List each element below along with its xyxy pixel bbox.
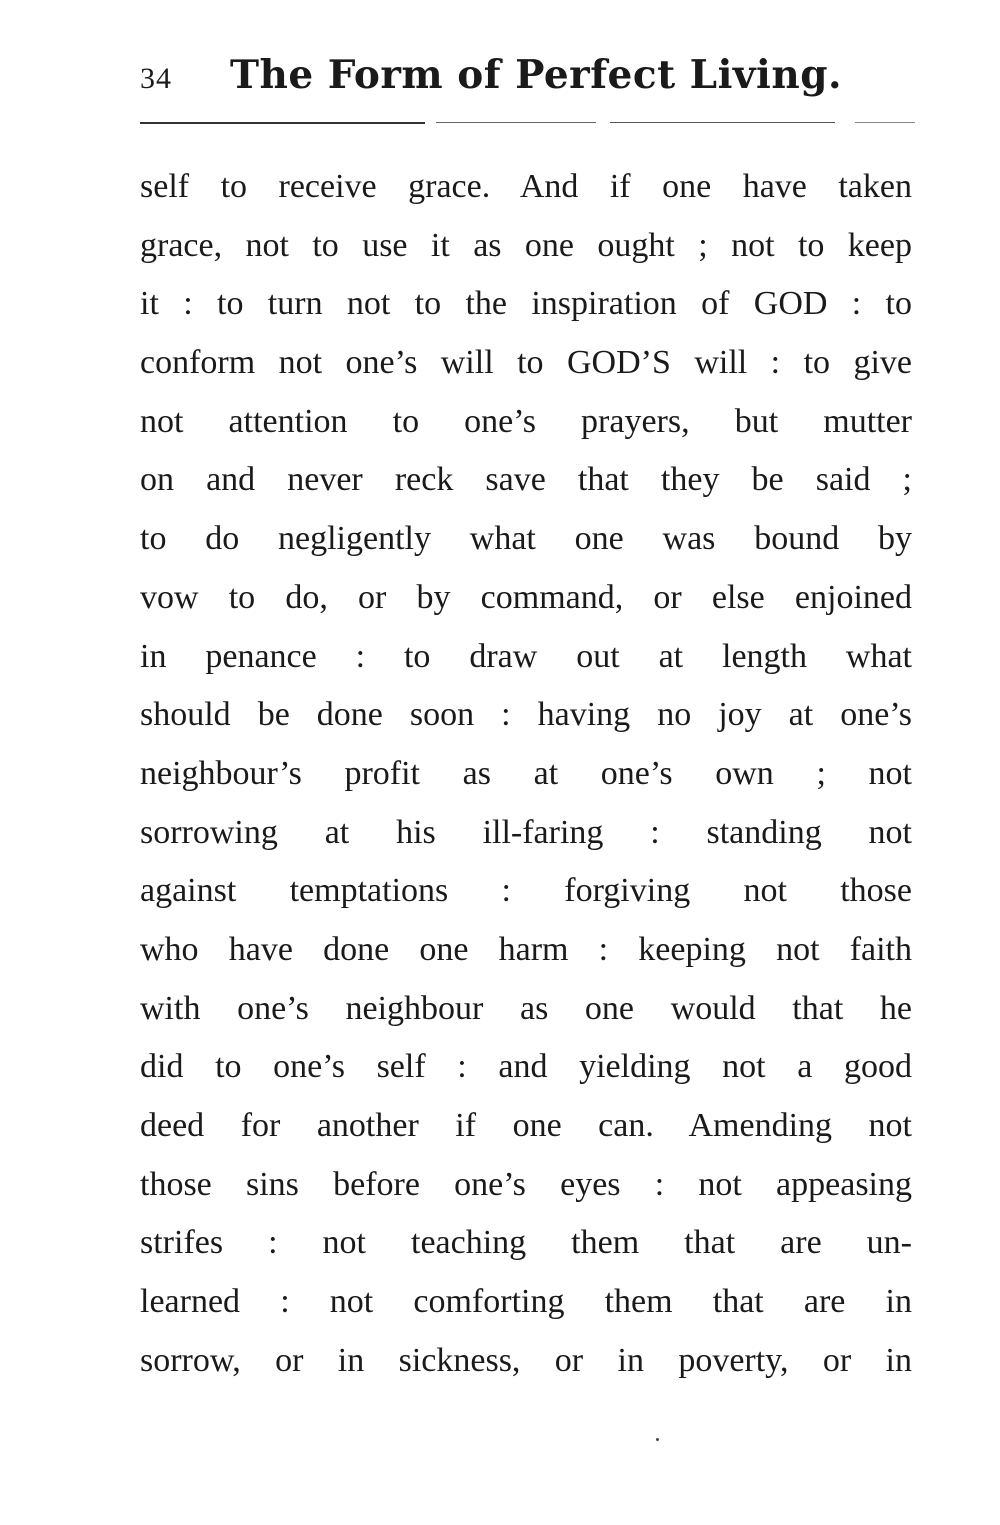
running-title: The Form of Perfect Living. — [230, 52, 843, 98]
text-line: with one’s neighbour as one would that he — [140, 989, 912, 1027]
text-line: should be done soon : having no joy at one’s — [140, 696, 912, 734]
text-line: in penance : to draw out at length what — [140, 637, 912, 675]
page-number: 34 — [140, 62, 172, 95]
text-line: on and never reck save that they be said ; — [140, 461, 912, 499]
page-header — [140, 52, 920, 112]
text-line: conform not one’s will to GOD’S will : to give — [140, 344, 912, 382]
text-line: neighbour’s profit as at one’s own ; not — [140, 754, 912, 792]
text-line: it : to turn not to the inspiration of GOD : to — [140, 285, 912, 323]
paper-speck — [656, 1438, 659, 1441]
text-line: against temptations : forgiving not those — [140, 872, 912, 910]
body-text — [140, 158, 912, 1390]
text-line: not attention to one’s prayers, but mutter — [140, 402, 912, 440]
text-line: those sins before one’s eyes : not appeasing — [140, 1165, 912, 1203]
header-rule-segment — [436, 122, 596, 123]
text-line: sorrowing at his ill-faring : standing not — [140, 813, 912, 851]
header-rule-segment — [140, 122, 425, 124]
text-line: to do negligently what one was bound by — [140, 520, 912, 558]
text-line: self to receive grace. And if one have taken — [140, 168, 912, 205]
text-line: did to one’s self : and yielding not a good — [140, 1048, 912, 1086]
text-line: grace, not to use it as one ought ; not to keep — [140, 226, 912, 264]
text-line: learned : not comforting them that are in — [140, 1283, 912, 1321]
text-line: who have done one harm : keeping not faith — [140, 930, 912, 968]
text-line: deed for another if one can. Amending not — [140, 1107, 912, 1144]
text-line: vow to do, or by command, or else enjoined — [140, 578, 912, 616]
header-rule-segment — [610, 122, 835, 123]
header-rule-segment — [855, 122, 915, 123]
text-line: sorrow, or in sickness, or in poverty, or in — [140, 1341, 912, 1379]
text-line: strifes : not teaching them that are un- — [140, 1224, 912, 1262]
